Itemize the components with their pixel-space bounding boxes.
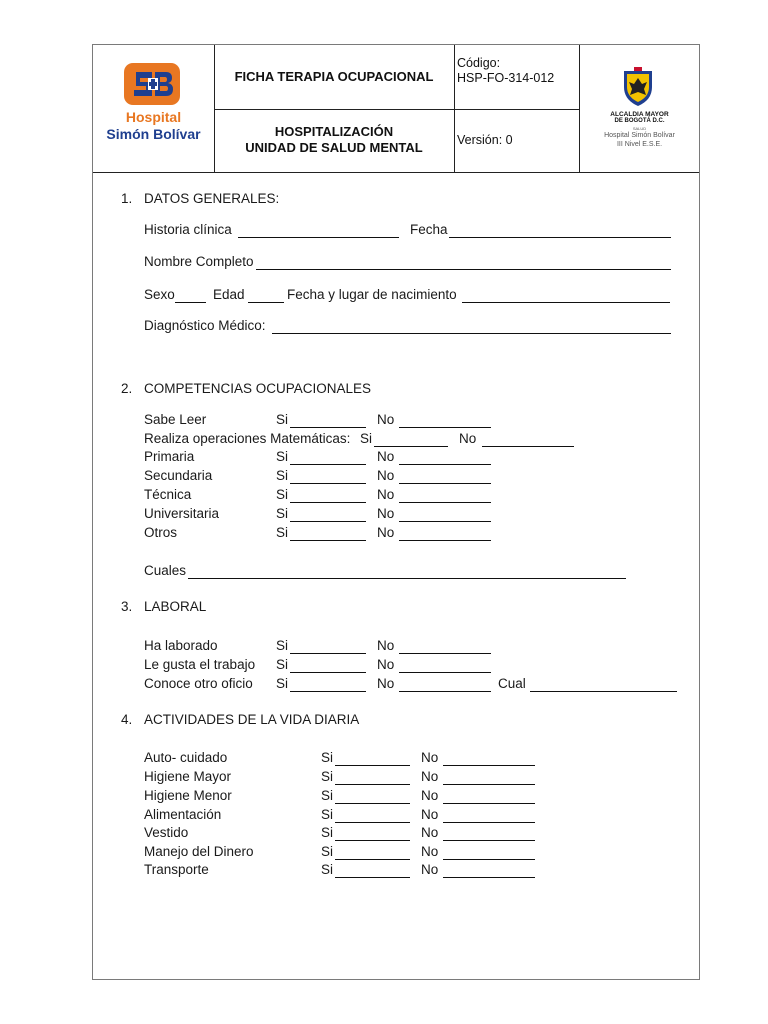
diagnostico-field[interactable] xyxy=(272,333,671,334)
nacimiento-field[interactable] xyxy=(462,302,670,303)
label-fecha: Fecha xyxy=(410,222,448,237)
section-number: 1. xyxy=(121,191,133,206)
no-field[interactable] xyxy=(482,446,574,447)
row-label: Otros xyxy=(144,525,178,540)
no-field[interactable] xyxy=(399,427,491,428)
no-field[interactable] xyxy=(443,803,535,804)
no-label: No xyxy=(421,788,439,803)
section-number: 2. xyxy=(121,381,133,396)
form-header xyxy=(93,45,699,173)
si-field[interactable] xyxy=(374,446,448,447)
si-field[interactable] xyxy=(335,840,410,841)
edad-field[interactable] xyxy=(248,302,284,303)
no-label: No xyxy=(377,449,395,464)
section-title-laboral: LABORAL xyxy=(144,599,207,614)
form-code-value: HSP-FO-314-012 xyxy=(457,71,555,85)
no-field[interactable] xyxy=(399,653,491,654)
no-field[interactable] xyxy=(399,464,491,465)
header-divider xyxy=(214,109,579,110)
crest-text: DE BOGOTÁ D.C. xyxy=(614,118,665,124)
si-label: Si xyxy=(321,807,334,822)
si-label: Si xyxy=(321,788,334,803)
no-label: No xyxy=(377,468,395,483)
si-label: Si xyxy=(276,638,289,653)
si-label: Si xyxy=(276,487,289,502)
row-label: Auto- cuidado xyxy=(144,750,228,765)
si-field[interactable] xyxy=(290,521,366,522)
row-label: Le gusta el trabajo xyxy=(144,657,256,672)
si-field[interactable] xyxy=(335,822,410,823)
si-label: Si xyxy=(360,431,373,446)
si-field[interactable] xyxy=(335,859,410,860)
bogota-crest xyxy=(580,45,699,173)
no-label: No xyxy=(421,844,439,859)
row-label: Técnica xyxy=(144,487,192,502)
row-label: Manejo del Dinero xyxy=(144,844,254,859)
historia-field[interactable] xyxy=(238,237,399,238)
no-field[interactable] xyxy=(443,765,535,766)
row-label: Higiene Mayor xyxy=(144,769,232,784)
crest-text: ALCALDIA MAYOR xyxy=(610,111,669,118)
si-label: Si xyxy=(321,769,334,784)
section-title-actividades: ACTIVIDADES DE LA VIDA DIARIA xyxy=(144,712,360,727)
hospital-logo-icon xyxy=(121,61,183,107)
section-title-datos: DATOS GENERALES: xyxy=(144,191,280,206)
no-field[interactable] xyxy=(399,521,491,522)
form-page xyxy=(92,44,700,980)
logo-text-name: Simón Bolívar xyxy=(106,126,201,142)
row-label: Vestido xyxy=(144,825,189,840)
no-field[interactable] xyxy=(399,540,491,541)
no-label: No xyxy=(377,657,395,672)
row-label: Higiene Menor xyxy=(144,788,232,803)
no-label: No xyxy=(377,676,395,691)
no-field[interactable] xyxy=(443,859,535,860)
si-field[interactable] xyxy=(290,427,366,428)
row-label: Primaria xyxy=(144,449,195,464)
crest-text: SALUD xyxy=(632,126,647,131)
no-field[interactable] xyxy=(399,691,491,692)
si-field[interactable] xyxy=(290,540,366,541)
fecha-field[interactable] xyxy=(449,237,671,238)
si-label: Si xyxy=(276,468,289,483)
cual-field[interactable] xyxy=(530,691,677,692)
sexo-field[interactable] xyxy=(175,302,206,303)
no-label: No xyxy=(377,506,395,521)
no-label: No xyxy=(421,807,439,822)
no-label: No xyxy=(377,525,395,540)
si-label: Si xyxy=(321,750,334,765)
no-label: No xyxy=(459,431,477,446)
si-field[interactable] xyxy=(335,877,410,878)
no-label: No xyxy=(421,825,439,840)
section-title-competencias: COMPETENCIAS OCUPACIONALES xyxy=(144,381,372,396)
si-field[interactable] xyxy=(290,653,366,654)
label-diagnostico: Diagnóstico Médico: xyxy=(144,318,266,333)
si-field[interactable] xyxy=(290,502,366,503)
no-field[interactable] xyxy=(443,877,535,878)
no-field[interactable] xyxy=(399,502,491,503)
no-label: No xyxy=(421,769,439,784)
si-field[interactable] xyxy=(290,464,366,465)
crest-text: Hospital Simón Bolívar xyxy=(604,132,675,139)
crest-icon xyxy=(620,67,656,107)
row-label: Conoce otro oficio xyxy=(144,676,253,691)
si-field[interactable] xyxy=(335,765,410,766)
row-label: Alimentación xyxy=(144,807,222,822)
label-nombre: Nombre Completo xyxy=(144,254,254,269)
si-label: Si xyxy=(321,862,334,877)
si-label: Si xyxy=(321,825,334,840)
form-code-label: Código: xyxy=(457,56,501,70)
no-label: No xyxy=(421,862,439,877)
si-label: Si xyxy=(276,449,289,464)
label-cual: Cual xyxy=(498,676,526,691)
label-edad: Edad xyxy=(213,287,245,302)
si-field[interactable] xyxy=(335,784,410,785)
label-historia: Historia clínica xyxy=(144,222,232,237)
si-field[interactable] xyxy=(290,483,366,484)
form-subtitle xyxy=(214,124,454,156)
label-cuales: Cuales xyxy=(144,563,187,578)
row-label: Ha laborado xyxy=(144,638,218,653)
label-nacimiento: Fecha y lugar de nacimiento xyxy=(287,287,457,302)
hospital-logo xyxy=(93,45,214,173)
si-label: Si xyxy=(276,525,289,540)
row-label: Transporte xyxy=(144,862,209,877)
no-field[interactable] xyxy=(443,822,535,823)
form-subtitle-line2: UNIDAD DE SALUD MENTAL xyxy=(245,140,423,155)
form-code xyxy=(457,56,554,86)
si-label: Si xyxy=(321,844,334,859)
si-field[interactable] xyxy=(335,803,410,804)
nombre-field[interactable] xyxy=(256,269,671,270)
si-label: Si xyxy=(276,412,289,427)
row-label: Sabe Leer xyxy=(144,412,207,427)
si-label: Si xyxy=(276,657,289,672)
section-number: 4. xyxy=(121,712,133,727)
form-title: FICHA TERAPIA OCUPACIONAL xyxy=(234,69,434,84)
no-label: No xyxy=(377,412,395,427)
row-label: Secundaria xyxy=(144,468,213,483)
section-number: 3. xyxy=(121,599,133,614)
no-label: No xyxy=(377,487,395,502)
cuales-field[interactable] xyxy=(188,578,626,579)
no-label: No xyxy=(377,638,395,653)
row-label: Realiza operaciones Matemáticas: xyxy=(144,431,351,446)
no-field[interactable] xyxy=(399,483,491,484)
si-field[interactable] xyxy=(290,672,366,673)
crest-text: III Nivel E.S.E. xyxy=(616,141,663,148)
no-label: No xyxy=(421,750,439,765)
form-subtitle-line1: HOSPITALIZACIÓN xyxy=(274,124,394,139)
logo-text-hospital: Hospital xyxy=(125,109,182,125)
no-field[interactable] xyxy=(399,672,491,673)
si-label: Si xyxy=(276,676,289,691)
form-version: Versión: 0 xyxy=(457,133,513,147)
no-field[interactable] xyxy=(443,840,535,841)
row-label: Universitaria xyxy=(144,506,220,521)
si-field[interactable] xyxy=(290,691,366,692)
label-sexo: Sexo xyxy=(144,287,175,302)
no-field[interactable] xyxy=(443,784,535,785)
si-label: Si xyxy=(276,506,289,521)
